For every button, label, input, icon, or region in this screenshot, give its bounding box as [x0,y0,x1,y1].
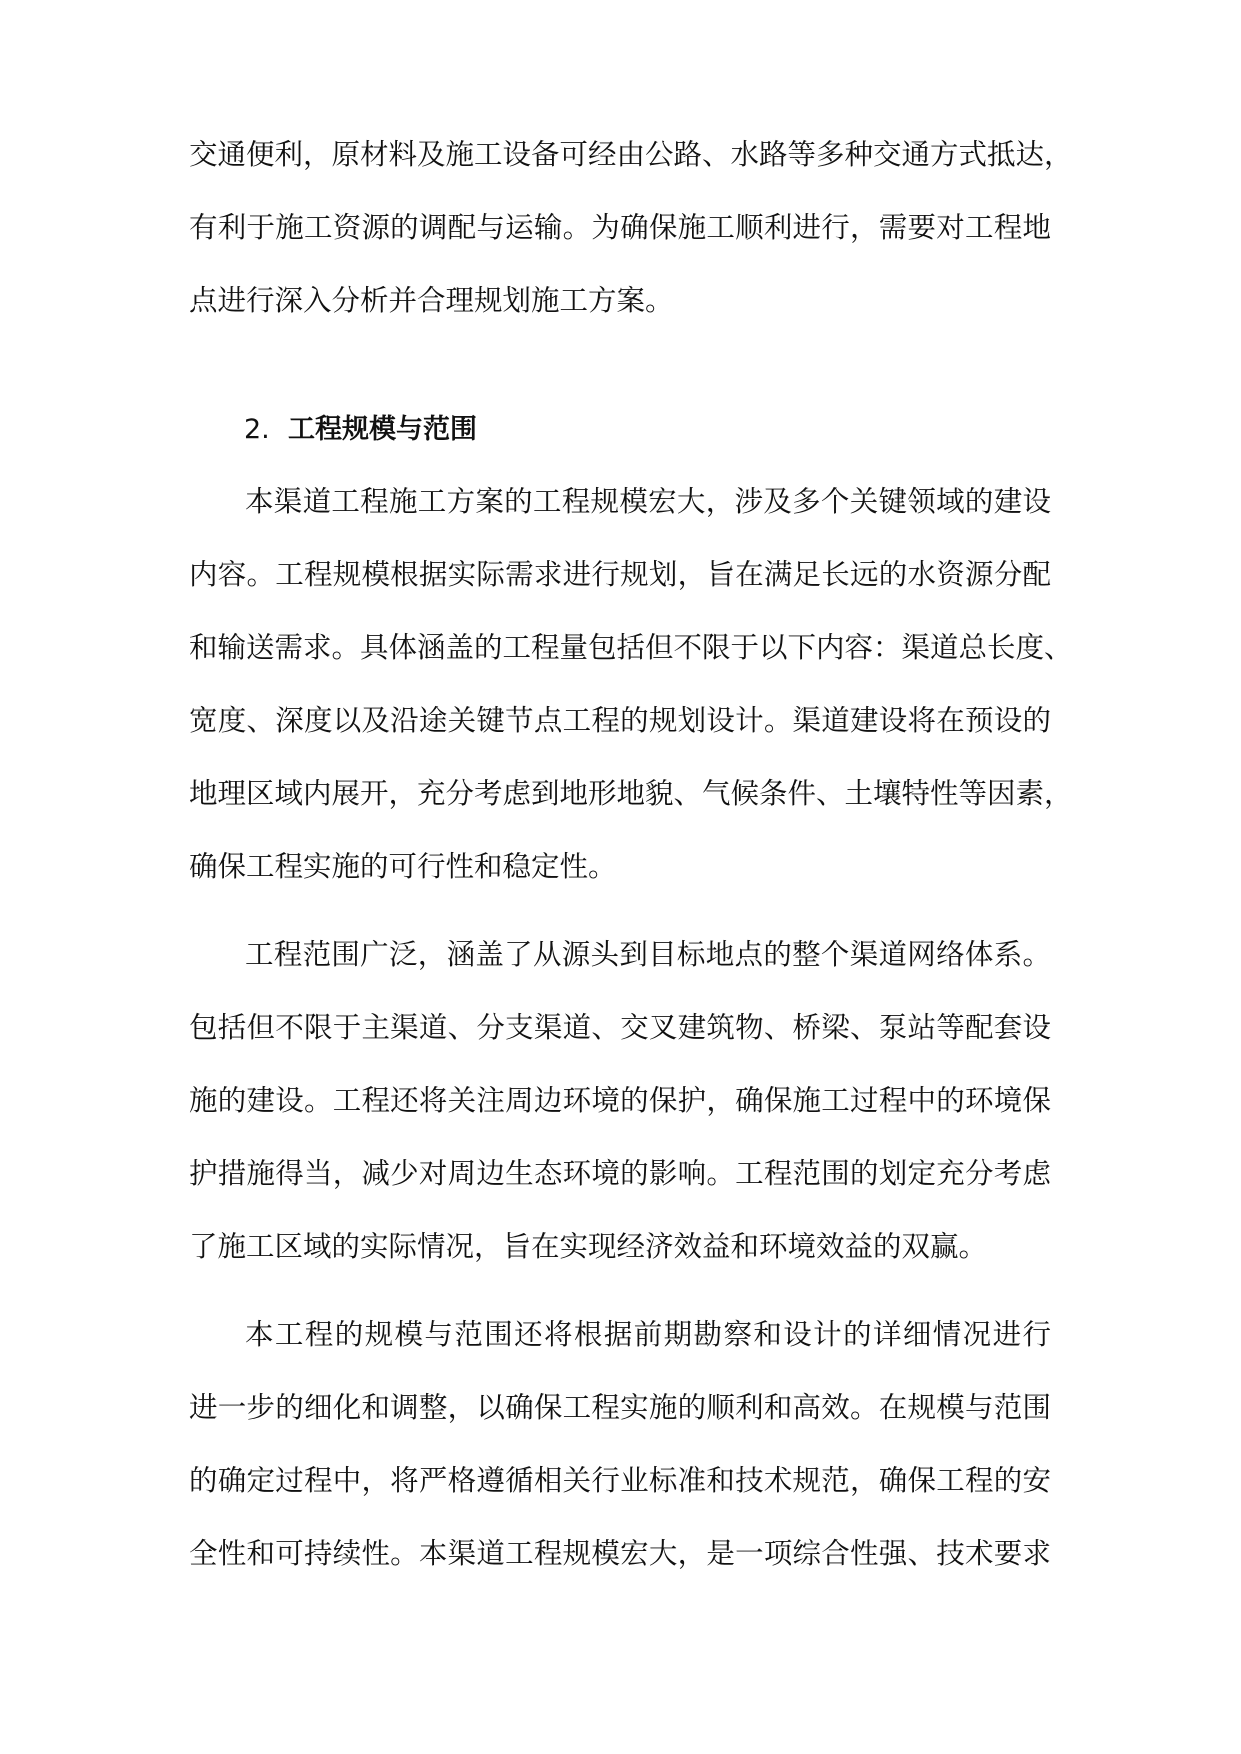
paragraph-3-line-4: 全性和可持续性。本渠道工程规模宏大，是一项综合性强、技术要求 [189,1537,1051,1570]
paragraph-1-line-3: 和输送需求。具体涵盖的工程量包括但不限于以下内容：渠道总长度、 [189,631,1073,664]
section-number: 2. [244,414,270,445]
paragraph-1-line-4: 宽度、深度以及沿途关键节点工程的规划设计。渠道建设将在预设的 [189,704,1051,737]
paragraph-2-line-4: 护措施得当，减少对周边生态环境的影响。工程范围的划定充分考虑 [189,1157,1051,1190]
paragraph-1-line-1: 本渠道工程施工方案的工程规模宏大，涉及多个关键领域的建设 [245,485,1051,518]
section-title: 工程规模与范围 [288,414,477,445]
intro-paragraph-line-2: 有利于施工资源的调配与运输。为确保施工顺利进行，需要对工程地 [189,211,1051,244]
paragraph-2-line-3: 施的建设。工程还将关注周边环境的保护，确保施工过程中的环境保 [189,1084,1051,1117]
paragraph-1-line-6: 确保工程实施的可行性和稳定性。 [189,850,617,883]
paragraph-1-line-5: 地理区域内展开，充分考虑到地形地貌、气候条件、土壤特性等因素， [189,777,1073,810]
intro-paragraph-line-1: 交通便利，原材料及施工设备可经由公路、水路等多种交通方式抵达， [189,138,1073,171]
paragraph-3-line-2: 进一步的细化和调整，以确保工程实施的顺利和高效。在规模与范围 [189,1391,1051,1424]
intro-paragraph-line-3: 点进行深入分析并合理规划施工方案。 [189,284,674,317]
section-heading [244,410,477,450]
paragraph-3-line-3: 的确定过程中，将严格遵循相关行业标准和技术规范，确保工程的安 [189,1464,1051,1497]
paragraph-3-line-1: 本工程的规模与范围还将根据前期勘察和设计的详细情况进行 [245,1318,1051,1351]
paragraph-2-line-1: 工程范围广泛，涵盖了从源头到目标地点的整个渠道网络体系。 [245,938,1051,971]
paragraph-1-line-2: 内容。工程规模根据实际需求进行规划，旨在满足长远的水资源分配 [189,558,1051,591]
paragraph-2-line-2: 包括但不限于主渠道、分支渠道、交叉建筑物、桥梁、泵站等配套设 [189,1011,1051,1044]
paragraph-2-line-5: 了施工区域的实际情况，旨在实现经济效益和环境效益的双赢。 [189,1230,988,1263]
